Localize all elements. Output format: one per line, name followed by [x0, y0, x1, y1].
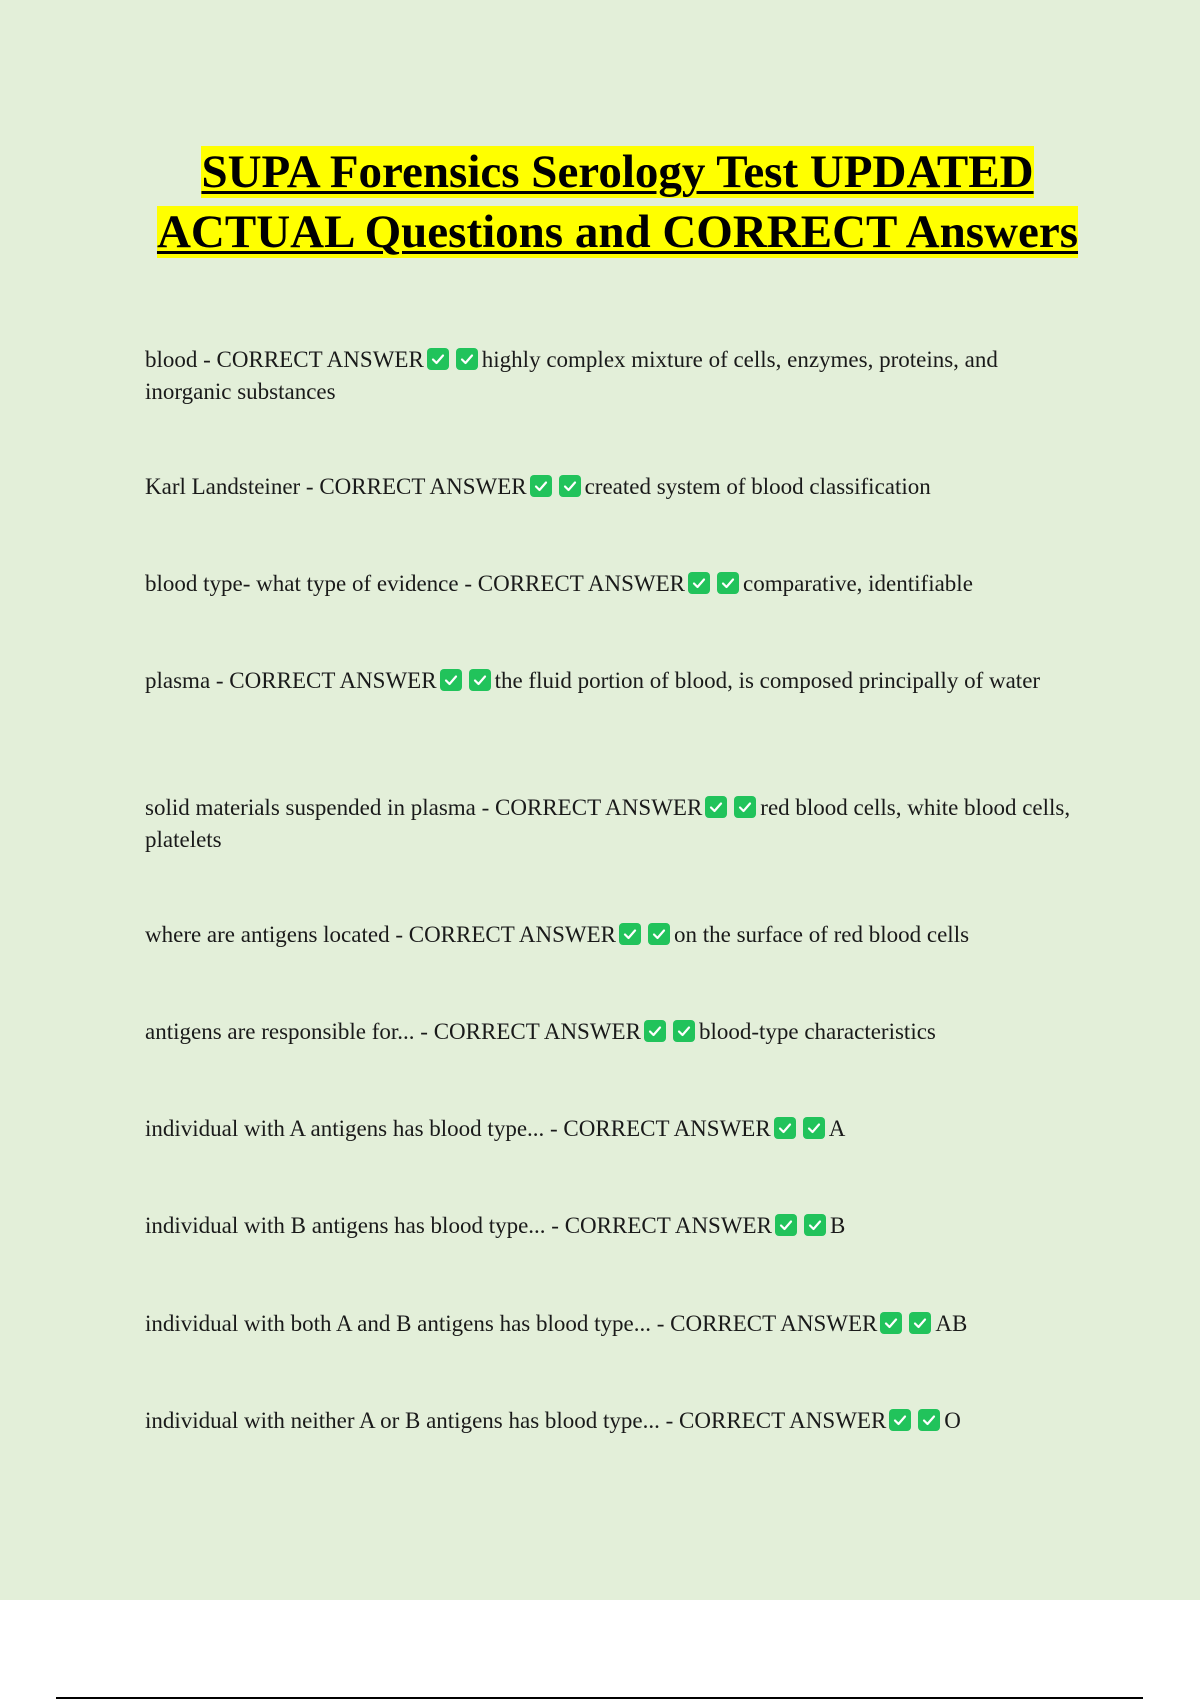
question-text: Karl Landsteiner - CORRECT ANSWER: [145, 474, 527, 499]
question-text: plasma - CORRECT ANSWER: [145, 668, 437, 693]
question-text: individual with B antigens has blood type... - CORRECT ANSWER: [145, 1213, 772, 1238]
check-mark-icon: [909, 1312, 931, 1334]
check-mark-icon: [734, 796, 756, 818]
answer-text: the fluid portion of blood, is composed principally of water: [494, 668, 1041, 693]
qa-item: [145, 344, 1080, 408]
check-mark-icon: [717, 572, 739, 594]
answer-text: created system of blood classification: [584, 474, 931, 499]
check-mark-icon: [880, 1312, 902, 1334]
qa-item: [145, 665, 1080, 697]
qa-item: [145, 568, 1080, 600]
check-mark-icon: [918, 1409, 940, 1431]
qa-item: [145, 1113, 1080, 1145]
question-text: individual with A antigens has blood type... - CORRECT ANSWER: [145, 1116, 771, 1141]
qa-item: [145, 1405, 1080, 1437]
question-text: solid materials suspended in plasma - CORRECT ANSWER: [145, 795, 703, 820]
bottom-divider: [56, 1697, 1143, 1699]
question-text: blood - CORRECT ANSWER: [145, 347, 424, 372]
answer-text: AB: [935, 1311, 968, 1336]
qa-item: [145, 471, 1080, 503]
answer-text: B: [829, 1213, 846, 1238]
qa-item: [145, 1210, 1080, 1242]
check-mark-icon: [644, 1020, 666, 1042]
question-text: blood type- what type of evidence - CORRECT ANSWER: [145, 571, 685, 596]
check-mark-icon: [648, 923, 670, 945]
qa-item: [145, 1308, 1080, 1340]
answer-text: red blood cells, white blood cells, platelets: [145, 795, 1071, 852]
question-text: antigens are responsible for... - CORRECT ANSWER: [145, 1019, 641, 1044]
check-mark-icon: [673, 1020, 695, 1042]
document-title: SUPA Forensics Serology Test UPDATED ACTUAL Questions and CORRECT Answers: [156, 146, 1079, 258]
answer-text: on the surface of red blood cells: [673, 922, 970, 947]
check-mark-icon: [775, 1214, 797, 1236]
question-text: individual with both A and B antigens has blood type... - CORRECT ANSWER: [145, 1311, 878, 1336]
check-mark-icon: [688, 572, 710, 594]
answer-text: blood-type characteristics: [698, 1019, 936, 1044]
qa-item: [145, 792, 1080, 856]
answer-text: A: [828, 1116, 846, 1141]
check-mark-icon: [774, 1117, 796, 1139]
qa-item: [145, 1016, 1080, 1048]
check-mark-icon: [619, 923, 641, 945]
check-mark-icon: [705, 796, 727, 818]
question-text: where are antigens located - CORRECT ANSWER: [145, 922, 616, 947]
title-block: [140, 142, 1095, 262]
answer-text: comparative, identifiable: [743, 571, 973, 596]
check-mark-icon: [889, 1409, 911, 1431]
check-mark-icon: [427, 348, 449, 370]
check-mark-icon: [530, 475, 552, 497]
check-mark-icon: [469, 669, 491, 691]
check-mark-icon: [804, 1214, 826, 1236]
qa-item: [145, 919, 1080, 951]
check-mark-icon: [803, 1117, 825, 1139]
check-mark-icon: [440, 669, 462, 691]
check-mark-icon: [559, 475, 581, 497]
check-mark-icon: [456, 348, 478, 370]
answer-text: O: [944, 1408, 961, 1433]
question-text: individual with neither A or B antigens has blood type... - CORRECT ANSWER: [145, 1408, 887, 1433]
answer-text: highly complex mixture of cells, enzymes, proteins, and inorganic substances: [145, 347, 998, 404]
